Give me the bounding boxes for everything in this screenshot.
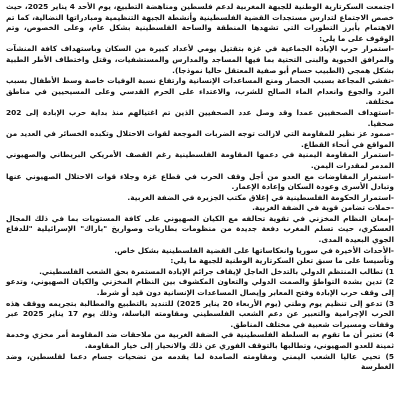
paragraph-yemen: -استمرار المقاومة اليمنية في دعمها المقاومة الفلسطينية رغم القصف الأمريكي البريطاني والصهيوني المدمر لمقدرات اليمن.: [6, 150, 394, 170]
paragraph-famine: -تفشي المجاعة بسبب الحصار ومنع المساعدات الإنسانية وارتفاع نسبة الوفيات خاصة وسط الأطفال بسبب البرد والجوع وانعدام الماء الصالح للشرب، والاعتداء على الحرم القدسي وعلى المسيحيين في مناطق مختلفة.: [6, 76, 394, 107]
paragraph-normalization: -إمعان النظام المخزني في تقوية تحالفه مع الكيان الصهيوني على كافة المستويات بما في ذلك المجال العسكري، حيث تسلم المغرب دفعة جديدة من منظومات بطاريات وصواريخ "باراك" الإسرائيلية "للدفاع الجوي البعيدة المدى.: [6, 213, 394, 245]
paragraph-intro: اجتمعت السكرتارية الوطنية للجبهة المغربية لدعم فلسطين ومناهضة التطبيع، يوم الأحد 4 يناير 2025، حيث خصص الاجتماع لتدارس مستجدات القضية الفلسطينية وأنشطة الجبهة التنظيمية ومبادراتها النضالية، كما تم الاهتمام بأبرز التطورات التي تشهدها المنطقة والساحة الفلسطينية بشكل عام، وعلى الخصوص، وتم الوقوف على ما يلي:: [6, 2, 394, 43]
paragraph-point-3: 3) تدعو إلى تنظيم يوم وطني (يوم الأربعاء 20 يناير 2025) للتنديد بالتطبيع والمطالبة بتجريمه ووقف هذه الحرب الإجرامية والتعبير عن دعم الشعب الفلسطيني ومقاومته الباسلة، وذلك يوم 17 يناير 2025 عبر وقفات ومسيرات شعبية في مختلف المناطق.: [6, 298, 394, 329]
paragraph-solidarity: -حملات تضامن قوية في الضفة الغربية.: [252, 203, 394, 213]
paragraph-journalists: -استهداف الصحفيين عمدا وقد وصل عدد الصحفيين الذين تم اغتيالهم منذ بداية حرب الإبادة إلى 202 صحفيا.: [6, 107, 394, 128]
paragraph-point-1: 1) تطالب المنتظم الدولي بالتدخل العاجل لإيقاف جرائم الإبادة المستمرة بحق الشعب الفلسطيني.: [39, 266, 394, 276]
paragraph-aljazeera: -استمرار الحكومة الفلسطينية في إغلاق مكتب الجزيرة في الضفة الغربية.: [127, 192, 394, 202]
paragraph-point-4: 4) تعتبر أن ما تقوم به السلطة الفلسطينية في الضفة الغربية من ملاحقات ضد المقاومة أمر مخزي وخدمة ثمينة للعدو الصهيوني، وتطالبها بالتوقف الفوري عن ذلك والانحياز إلى خيار المقاومة.: [6, 330, 394, 350]
paragraph-genocide: -استمرار حرب الإبادة الجماعية في غزة بتقتيل يومي لأعداد كبيرة من السكان وباستهداف كافة المنشآت والمرافق الحيوية والبنى التحتية بما فيها المساجد والمدارس والمستشفيات، وقتل واختطاف الأطر الطبية بشكل همجي (الطبيب حسام أبو صفية المعتقل حاليا نموذجا).: [6, 44, 394, 75]
paragraph-resistance: -صمود عز نظير للمقاومة التي لازالت توجه الضربات الموجعة لقوات الاحتلال وتكبده الخسائر في العديد من المواقع في أنحاء القطاع.: [6, 129, 394, 149]
paragraph-negotiations: -استمرار المفاوضات مع العدو من أجل وقف الحرب في قطاع غزة وجلاء قوات الاحتلال الصهيوني عنها وتبادل الأسرى وعودة السكان وإعادة الإعمار.: [6, 171, 394, 192]
paragraph-point-2: 2) تدين بشدة التواطؤ والصمت الدولي والتعاون المكشوف بين النظام المخزني والكيان الصهيوني، وتدعو إلى وقف حرب الإبادة وفتح المعابر وإيصال المساعدات الإنسانية دون قيد أو شرط.: [6, 277, 394, 298]
paragraph-declaration-intro: وتأسيسا على ما سبق تعلن السكرتارية الوطنية للجبهة ما يلي:: [170, 256, 394, 266]
paragraph-syria: -الأحداث الأخيرة في سوريا وانعكاساتها على القضية الفلسطينية بشكل خاص.: [114, 245, 394, 255]
paragraph-point-5: 5) تحيي عاليا الشعب اليمني ومقاومته الصامدة لما يقدمه من تضحيات جسام دعما لفلسطين، وضد الغطرسة: [6, 351, 394, 372]
